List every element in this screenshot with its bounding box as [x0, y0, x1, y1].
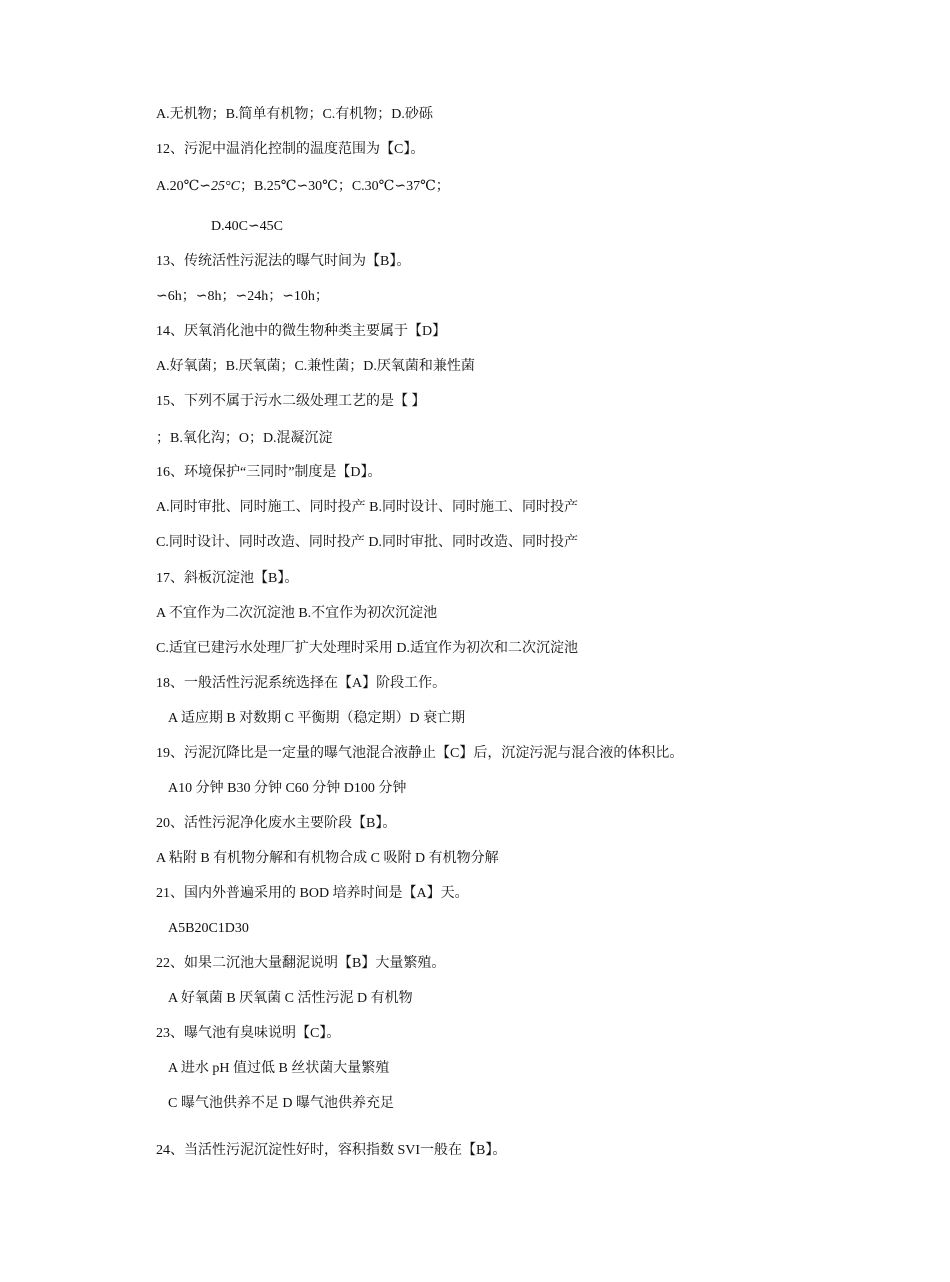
question-14: 14、厌氧消化池中的微生物种类主要属于【D】 [156, 324, 447, 339]
options-23-line-1: A 进水 pH 值过低 B 丝状菌大量繁殖 [168, 1061, 390, 1076]
options-13: ∽6h；∽8h；∽24h；∽10h； [156, 289, 329, 304]
question-23: 23、曝气池有臭味说明【C】。 [156, 1026, 341, 1041]
option-a-part: A.20℃∽ [156, 179, 212, 194]
question-19: 19、污泥沉降比是一定量的曝气池混合液静止【C】后，沉淀污泥与混合液的体积比。 [156, 746, 684, 761]
options-23-line-2: C 曝气池供养不足 D 曝气池供养充足 [168, 1096, 394, 1111]
options-20: A 粘附 B 有机物分解和有机物合成 C 吸附 D 有机物分解 [156, 851, 499, 866]
question-16: 16、环境保护“三同时”制度是【D】。 [156, 465, 382, 480]
options-14: A.好氧菌；B.厌氧菌；C.兼性菌；D.厌氧菌和兼性菌 [156, 359, 475, 374]
question-20: 20、活性污泥净化废水主要阶段【B】。 [156, 816, 397, 831]
options-12-line-1 [156, 178, 450, 196]
options-19: A10 分钟 B30 分钟 C60 分钟 D100 分钟 [168, 781, 407, 796]
question-17: 17、斜板沉淀池【B】。 [156, 571, 299, 586]
options-22: A 好氧菌 B 厌氧菌 C 活性污泥 D 有机物 [168, 991, 413, 1006]
options-15: ；B.氧化沟；O；D.混凝沉淀 [156, 431, 333, 446]
option-b-c-part: ；B.25℃∽30℃；C.30℃∽37℃； [239, 179, 450, 194]
question-22: 22、如果二沉池大量翻泥说明【B】大量繁殖。 [156, 956, 446, 971]
options-18: A 适应期 B 对数期 C 平衡期（稳定期）D 衰亡期 [168, 711, 466, 726]
options-16-line-1: A.同时审批、同时施工、同时投产 B.同时设计、同时施工、同时投产 [156, 500, 578, 515]
question-12: 12、污泥中温消化控制的温度范围为【C】。 [156, 142, 425, 157]
text-line: A.无机物；B.简单有机物；C.有机物；D.砂砾 [156, 107, 433, 122]
options-16-line-2: C.同时设计、同时改造、同时投产 D.同时审批、同时改造、同时投产 [156, 535, 578, 550]
option-a-range-end: 25°C [211, 179, 240, 194]
options-12-line-2: D.40C∽45C [211, 219, 284, 234]
question-21: 21、国内外普遍采用的 BOD 培养时间是【A】天。 [156, 886, 469, 901]
options-21: A5B20C1D30 [168, 921, 249, 936]
options-17-line-1: A 不宜作为二次沉淀池 B.不宜作为初次沉淀池 [156, 606, 438, 621]
question-13: 13、传统活性污泥法的曝气时间为【B】。 [156, 254, 411, 269]
options-17-line-2: C.适宜已建污水处理厂扩大处理时采用 D.适宜作为初次和二次沉淀池 [156, 641, 578, 656]
question-15: 15、下列不属于污水二级处理工艺的是【 】 [156, 394, 426, 409]
question-18: 18、一般活性污泥系统选择在【A】阶段工作。 [156, 676, 447, 691]
question-24: 24、当活性污泥沉淀性好时，容积指数 SVI一般在【B】。 [156, 1143, 507, 1158]
